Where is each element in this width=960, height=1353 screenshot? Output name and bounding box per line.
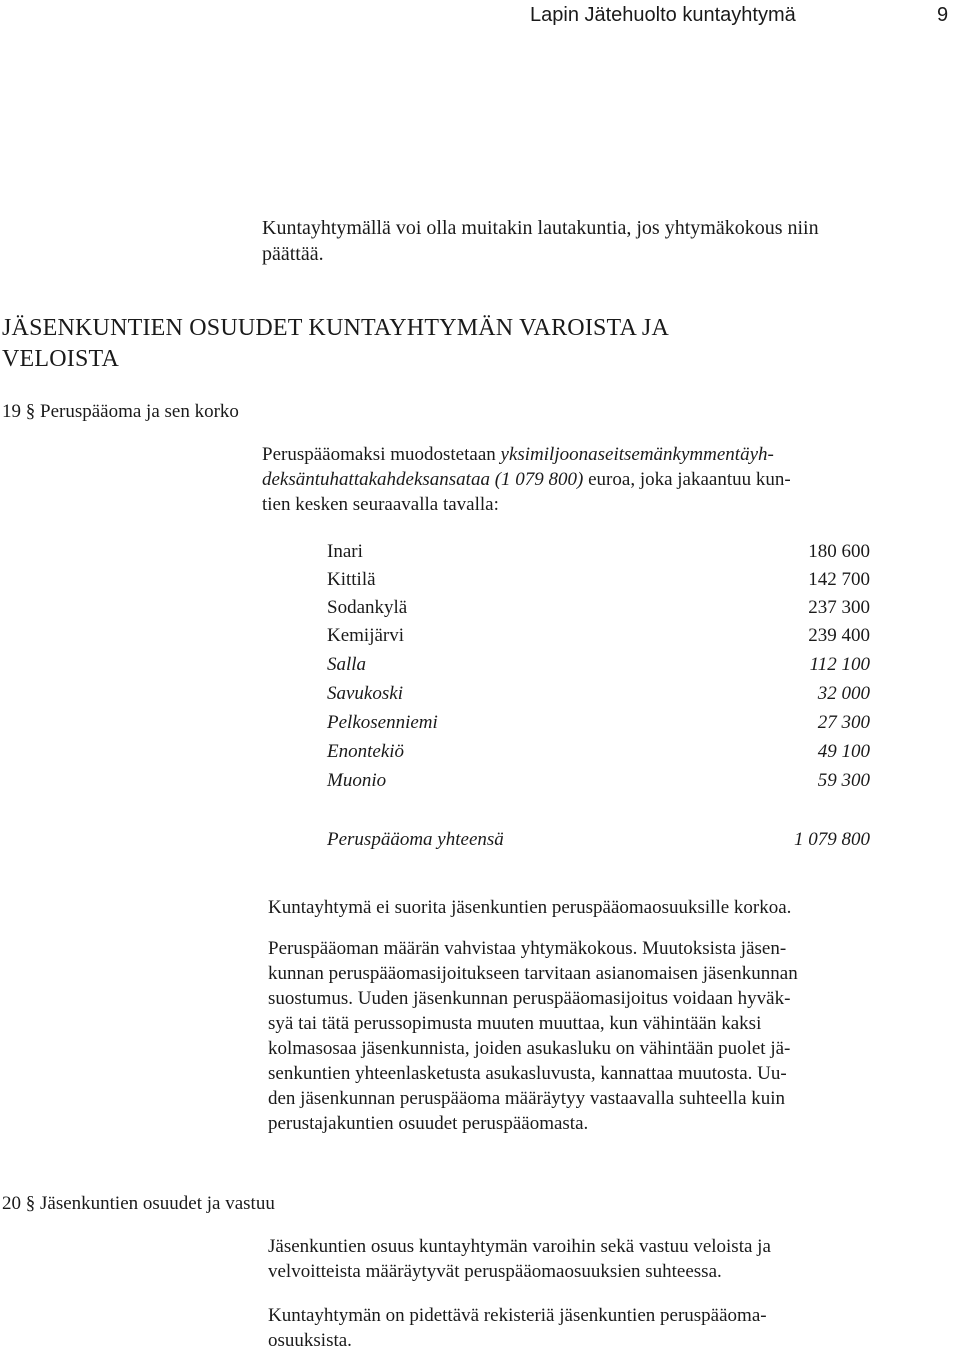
share-value: 142 700 — [808, 569, 870, 590]
municipality-name: Inari — [327, 541, 363, 562]
paragraph-line: Jäsenkuntien osuus kuntayhtymän varoihin sekä vastuu veloista ja — [268, 1236, 771, 1257]
chapter-heading-line-1: JÄSENKUNTIEN OSUUDET KUNTAYHTYMÄN VAROISTA JA — [2, 315, 669, 341]
table-total-row — [327, 826, 870, 854]
para-line1-words: yksimiljoonaseitsemänkymmentäyh- — [500, 444, 774, 465]
liability-paragraph — [268, 1234, 952, 1284]
table-row — [327, 709, 870, 737]
para-line2-words: deksäntuhattakahdeksansataa (1 079 800) — [262, 469, 584, 490]
intro-line-1: Kuntayhtymällä voi olla muitakin lautakuntia, jos yhtymäkokous niin — [262, 217, 819, 239]
para-line3: tien kesken seuraavalla tavalla: — [262, 494, 499, 515]
municipality-name: Enontekiö — [327, 741, 405, 762]
paragraph-line: kunnan peruspääomasijoitukseen tarvitaan asianomaisen jäsenkunnan — [268, 963, 798, 984]
share-value: 237 300 — [808, 597, 870, 618]
municipality-name: Sodankylä — [327, 597, 408, 618]
municipality-name: Muonio — [327, 770, 387, 791]
municipality-name: Kemijärvi — [327, 625, 405, 646]
paragraph-line: Kuntayhtymän on pidettävä rekisteriä jäsenkuntien peruspääoma- — [268, 1305, 767, 1326]
section-19-paragraph — [262, 442, 952, 517]
table-row — [327, 738, 870, 766]
table-row — [327, 566, 870, 594]
table-row — [327, 538, 870, 566]
share-value: 49 100 — [817, 741, 870, 762]
paragraph-line: perustajakuntien osuudet peruspääomasta. — [268, 1113, 589, 1134]
municipality-name: Kittilä — [327, 569, 376, 590]
table-row — [327, 651, 870, 679]
paragraph-line: osuuksista. — [268, 1330, 352, 1351]
municipality-name: Pelkosenniemi — [327, 712, 438, 733]
paragraph-line: Peruspääoman määrän vahvistaa yhtymäkokous. Muutoksista jäsen- — [268, 938, 787, 959]
share-value: 239 400 — [808, 625, 870, 646]
page-number: 9 — [937, 4, 949, 26]
total-label: Peruspääoma yhteensä — [327, 829, 504, 850]
share-value: 32 000 — [817, 683, 870, 704]
intro-line-2: päättää. — [262, 243, 324, 265]
total-value: 1 079 800 — [794, 829, 870, 850]
register-paragraph — [268, 1303, 952, 1353]
municipality-name: Salla — [327, 654, 367, 675]
share-value: 112 100 — [809, 654, 870, 675]
share-value: 27 300 — [817, 712, 870, 733]
section-19-title: 19 § Peruspääoma ja sen korko — [2, 401, 239, 422]
paragraph-line: syä tai tätä perussopimusta muuten muuttaa, kun vähintään kaksi — [268, 1013, 762, 1034]
table-row — [327, 594, 870, 622]
paragraph-line: kolmasosaa jäsenkunnista, joiden asukasluku on vähintään puolet jä- — [268, 1038, 791, 1059]
table-row — [327, 622, 870, 650]
para-line1-start: Peruspääomaksi muodostetaan — [262, 444, 501, 465]
running-header-title: Lapin Jätehuolto kuntayhtymä — [530, 4, 796, 26]
table-row — [327, 767, 870, 795]
interest-note: Kuntayhtymä ei suorita jäsenkuntien peruspääomaosuuksille korkoa. — [268, 897, 792, 918]
municipality-name: Savukoski — [327, 683, 403, 704]
share-value: 59 300 — [817, 770, 870, 791]
table-row — [327, 680, 870, 708]
paragraph-line: suostumus. Uuden jäsenkunnan peruspääomasijoitus voidaan hyväk- — [268, 988, 791, 1009]
para-line2-end: euroa, joka jakaantuu kun- — [583, 469, 791, 490]
chapter-heading-line-2: VELOISTA — [2, 346, 119, 372]
share-value: 180 600 — [808, 541, 870, 562]
paragraph-line: senkuntien yhteenlasketusta asukasluvusta, kannattaa muutosta. Uu- — [268, 1063, 787, 1084]
paragraph-line: velvoitteista määräytyvät peruspääomaosuuksien suhteessa. — [268, 1261, 722, 1282]
capital-confirmation-paragraph — [268, 936, 952, 1136]
section-20-title: 20 § Jäsenkuntien osuudet ja vastuu — [2, 1193, 275, 1214]
paragraph-line: den jäsenkunnan peruspääoma määräytyy vastaavalla suhteella kuin — [268, 1088, 786, 1109]
